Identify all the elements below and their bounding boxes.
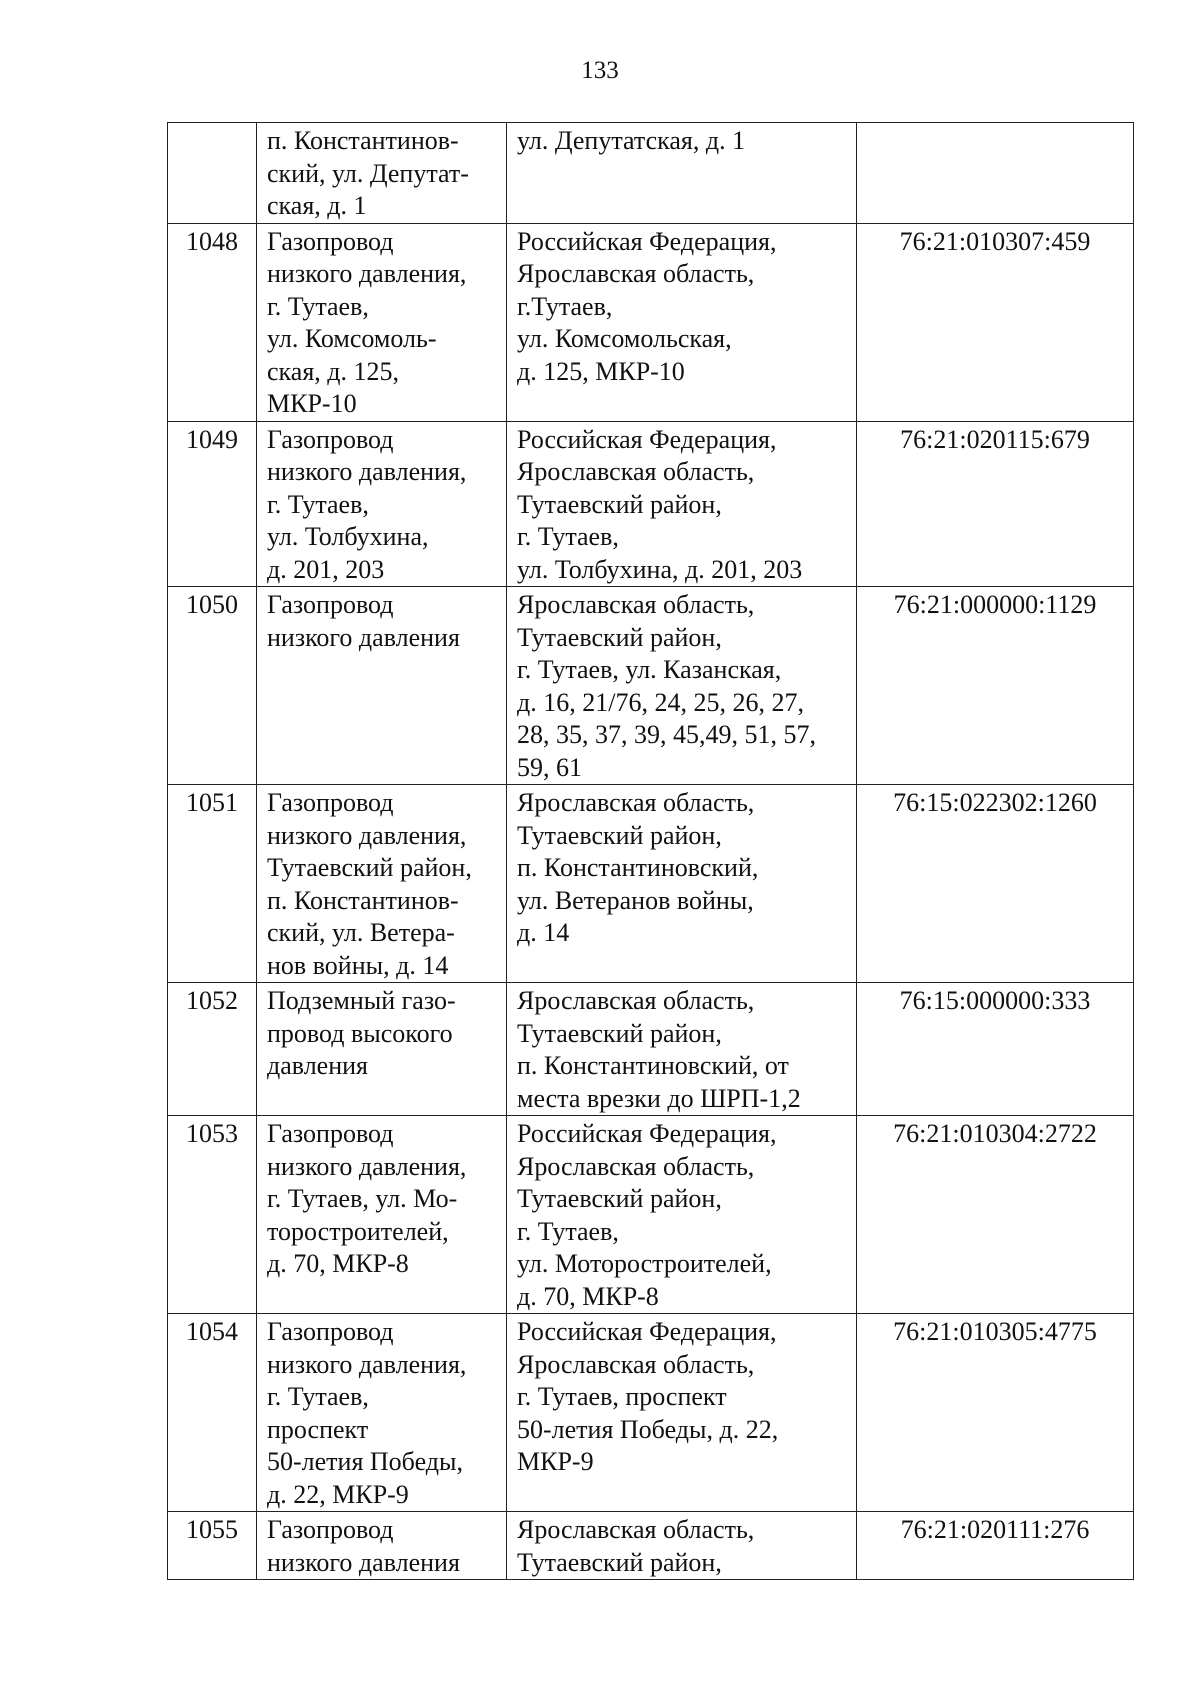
table-row	[168, 1512, 1134, 1580]
cadastral-number-cell: 76:21:010305:4775	[857, 1314, 1134, 1512]
address-cell: Российская Федерация, Ярославская область, г. Тутаев, проспект 50-летия Победы, д. 22, МКР-9	[507, 1314, 857, 1512]
address-cell: Ярославская область, Тутаевский район, п. Константиновский, ул. Ветеранов войны, д. 14	[507, 785, 857, 983]
cadastral-number-cell: 76:21:010304:2722	[857, 1116, 1134, 1314]
address-cell: Ярославская область, Тутаевский район, г. Тутаев, ул. Казанская, д. 16, 21/76, 24, 25, 26, 27, 28, 35, 37, 39, 45,49, 51, 57, 59, 61	[507, 587, 857, 785]
table-row	[168, 1116, 1134, 1314]
address-cell: Ярославская область, Тутаевский район, п. Константиновский, от места врезки до ШРП-1,2	[507, 983, 857, 1116]
address-cell: ул. Депутатская, д. 1	[507, 123, 857, 224]
row-number-cell	[168, 123, 257, 224]
row-number-cell: 1048	[168, 223, 257, 421]
address-cell: Российская Федерация, Ярославская область, Тутаевский район, г. Тутаев, ул. Толбухина, д. 201, 203	[507, 421, 857, 587]
object-name-cell: Газопровод низкого давления	[257, 587, 507, 785]
address-cell: Российская Федерация, Ярославская область, Тутаевский район, г. Тутаев, ул. Моторостроителей, д. 70, МКР-8	[507, 1116, 857, 1314]
cadastral-number-cell: 76:15:000000:333	[857, 983, 1134, 1116]
row-number-cell: 1054	[168, 1314, 257, 1512]
table-row	[168, 223, 1134, 421]
object-name-cell: Газопровод низкого давления, г. Тутаев, ул. Мо- торостроителей, д. 70, МКР-8	[257, 1116, 507, 1314]
row-number-cell: 1050	[168, 587, 257, 785]
address-cell: Российская Федерация, Ярославская область, г.Тутаев, ул. Комсомольская, д. 125, МКР-10	[507, 223, 857, 421]
row-number-cell: 1049	[168, 421, 257, 587]
object-name-cell: Газопровод низкого давления	[257, 1512, 507, 1580]
object-name-cell: Газопровод низкого давления, г. Тутаев, проспект 50-летия Победы, д. 22, МКР-9	[257, 1314, 507, 1512]
object-name-cell: Газопровод низкого давления, г. Тутаев, ул. Толбухина, д. 201, 203	[257, 421, 507, 587]
table-row	[168, 421, 1134, 587]
cadastral-number-cell: 76:21:010307:459	[857, 223, 1134, 421]
object-name-cell: п. Константинов- ский, ул. Депутат- ская, д. 1	[257, 123, 507, 224]
address-cell: Ярославская область, Тутаевский район,	[507, 1512, 857, 1580]
registry-table-body	[168, 123, 1134, 1580]
table-row	[168, 983, 1134, 1116]
row-number-cell: 1055	[168, 1512, 257, 1580]
cadastral-number-cell: 76:21:020115:679	[857, 421, 1134, 587]
cadastral-number-cell: 76:15:022302:1260	[857, 785, 1134, 983]
row-number-cell: 1053	[168, 1116, 257, 1314]
table-row	[168, 1314, 1134, 1512]
cadastral-number-cell: 76:21:000000:1129	[857, 587, 1134, 785]
registry-table	[167, 122, 1134, 1580]
page-number: 133	[581, 57, 619, 84]
object-name-cell: Газопровод низкого давления, г. Тутаев, ул. Комсомоль- ская, д. 125, МКР-10	[257, 223, 507, 421]
table-row	[168, 785, 1134, 983]
cadastral-number-cell: 76:21:020111:276	[857, 1512, 1134, 1580]
object-name-cell: Газопровод низкого давления, Тутаевский район, п. Константинов- ский, ул. Ветера- нов войны, д. 14	[257, 785, 507, 983]
table-row	[168, 587, 1134, 785]
cadastral-number-cell	[857, 123, 1134, 224]
row-number-cell: 1051	[168, 785, 257, 983]
object-name-cell: Подземный газо- провод высокого давления	[257, 983, 507, 1116]
table-row	[168, 123, 1134, 224]
row-number-cell: 1052	[168, 983, 257, 1116]
